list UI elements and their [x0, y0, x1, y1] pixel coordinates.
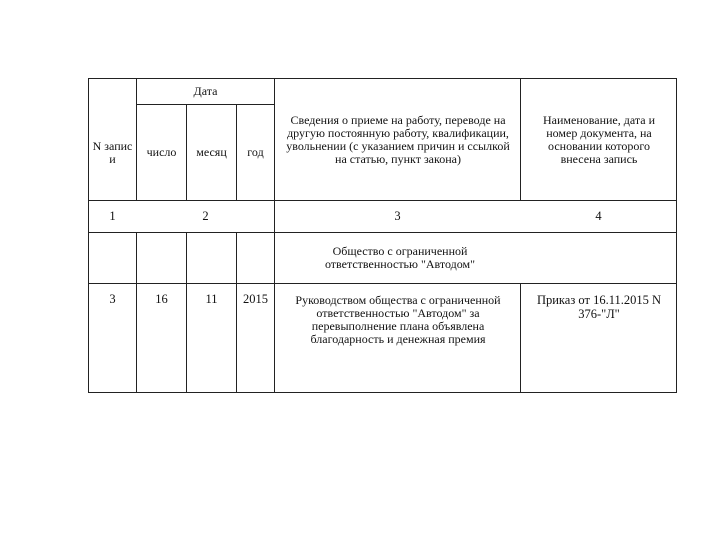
entry-year: 2015: [243, 292, 268, 306]
header-month: месяц: [196, 145, 227, 159]
header-day: число: [146, 145, 177, 159]
entry-month: 11: [205, 292, 218, 306]
entry-document: Приказ от 16.11.2015 N 376-"Л": [536, 293, 662, 321]
header-date-group: Дата: [193, 84, 218, 98]
column-number-2: 2: [202, 209, 209, 223]
column-number-4: 4: [595, 209, 602, 223]
header-document: Наименование, дата и номер документа, на основании которого внесена запись: [542, 112, 656, 166]
entry-employment-info: Руководством общества с ограниченной ответственностью "Автодом" за перевыполнение плана объявлена благодарность и денежная премия: [295, 293, 501, 346]
header-record-number: N запис и: [92, 138, 133, 166]
column-number-3: 3: [394, 209, 401, 223]
column-number-1: 1: [109, 209, 116, 223]
header-year: год: [247, 145, 264, 159]
entry-day: 16: [155, 292, 168, 306]
organization-name: Общество с ограниченной ответственностью "Автодом": [324, 244, 476, 271]
header-employment-info: Сведения о приеме на работу, переводе на другую постоянную работу, квалификации, увольнении (с указанием причин и ссылкой на статью, пункт закона): [286, 112, 510, 166]
entry-record-number: 3: [109, 292, 116, 306]
